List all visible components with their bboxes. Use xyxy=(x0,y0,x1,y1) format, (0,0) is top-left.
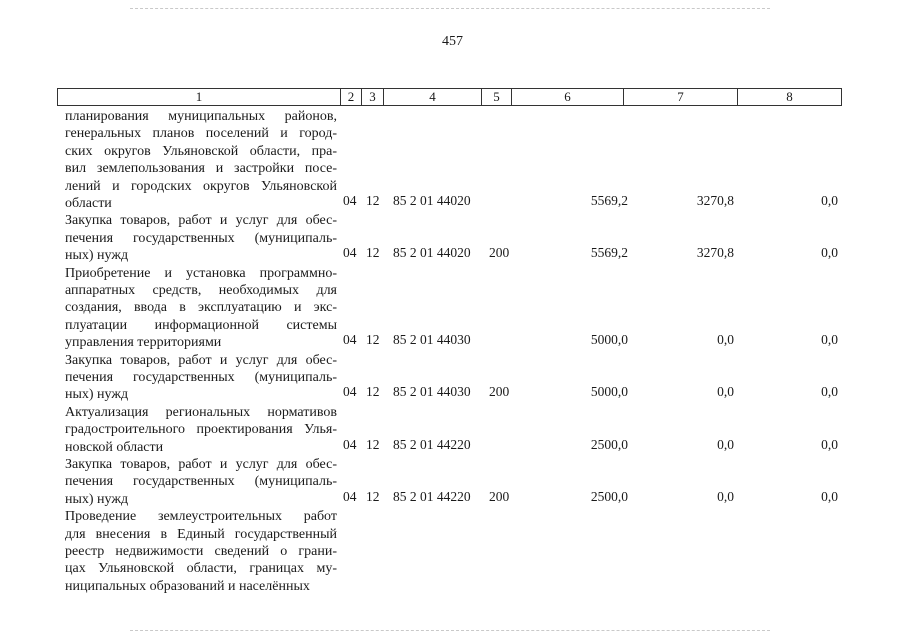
cell-c7: 0,0 xyxy=(717,488,734,504)
description-line: ных) нужд xyxy=(65,248,129,264)
description-line: ниципальных образований и населённых xyxy=(65,578,310,594)
cell-c6: 5000,0 xyxy=(590,384,628,400)
row-description xyxy=(65,404,337,456)
cell-c6: 5569,2 xyxy=(590,193,628,208)
cell-c8: 0,0 xyxy=(821,488,838,504)
cell-c8: 0,0 xyxy=(821,436,838,452)
cell-c3: 12 xyxy=(366,332,380,348)
description-line: ных) нужд xyxy=(65,387,129,403)
cell-c8: 0,0 xyxy=(821,384,838,400)
header-col-8: 8 xyxy=(786,89,793,104)
header-col-6: 6 xyxy=(512,89,624,105)
header-col-2: 2 xyxy=(341,89,362,105)
cell-c4: 85 2 01 44030 xyxy=(393,332,471,348)
cell-c8: 0,0 xyxy=(821,193,838,208)
description-line: печения государственных (муниципаль- xyxy=(65,370,337,385)
cell-c6: 2500,0 xyxy=(590,436,628,452)
scan-artifact-top xyxy=(130,8,770,10)
header-col-3: 3 xyxy=(362,89,384,105)
description-line: ских округов Ульяновской области, пра- xyxy=(65,143,337,159)
row-description xyxy=(65,265,337,352)
header-col-5: 5 xyxy=(482,89,512,105)
description-line: плуатации информационной системы xyxy=(65,317,337,333)
row-description xyxy=(65,508,337,595)
cell-c3: 12 xyxy=(366,436,380,452)
cell-c8: 0,0 xyxy=(821,245,838,261)
cell-c2: 04 xyxy=(343,384,357,400)
row-description xyxy=(65,212,337,264)
row-description xyxy=(65,456,337,508)
cell-c2: 04 xyxy=(343,488,357,504)
cell-c5: 200 xyxy=(489,384,510,400)
description-line: печения государственных (муниципаль- xyxy=(65,230,337,246)
cell-c2: 04 xyxy=(343,193,357,208)
description-line: планирования муниципальных районов, xyxy=(65,109,337,124)
cell-c2: 04 xyxy=(343,245,357,261)
description-line: области xyxy=(65,196,112,212)
description-line: реестр недвижимости сведений о грани- xyxy=(65,544,337,559)
cell-c4: 85 2 01 44220 xyxy=(393,488,471,504)
cell-c2: 04 xyxy=(343,436,357,452)
cell-c4: 85 2 01 44020 xyxy=(393,245,471,261)
cell-c7: 0,0 xyxy=(717,332,734,348)
header-col-1: 1 xyxy=(58,89,341,105)
description-line: печения государственных (муниципаль- xyxy=(65,474,337,490)
cell-c7: 0,0 xyxy=(717,384,734,400)
description-line: создания, ввода в эксплуатацию и экс- xyxy=(65,300,337,316)
description-line: генеральных планов поселений и город- xyxy=(65,126,337,142)
cell-c3: 12 xyxy=(366,193,380,208)
cell-c4: 85 2 01 44220 xyxy=(393,436,471,452)
cell-c7: 0,0 xyxy=(717,436,734,452)
cell-c3: 12 xyxy=(366,488,380,504)
header-col-4: 4 xyxy=(384,89,482,105)
description-line: Закупка товаров, работ и услуг для обес- xyxy=(65,352,337,368)
cell-c3: 12 xyxy=(366,384,380,400)
description-line: ных) нужд xyxy=(65,491,129,507)
table-body xyxy=(0,108,905,608)
cell-c4: 85 2 01 44030 xyxy=(393,384,471,400)
description-line: Приобретение и установка программно- xyxy=(65,265,337,281)
description-line: вил землепользования и застройки посе- xyxy=(65,161,337,177)
cell-c2: 04 xyxy=(343,332,357,348)
cell-c5: 200 xyxy=(489,245,510,261)
cell-c7: 3270,8 xyxy=(696,193,734,208)
table-header-row xyxy=(57,88,842,106)
description-line: лений и городских округов Ульяновской xyxy=(65,178,337,194)
description-line: для внесения в Единый государственный xyxy=(65,526,337,542)
cell-c3: 12 xyxy=(366,245,380,261)
scan-artifact-bottom xyxy=(130,630,770,632)
description-line: Закупка товаров, работ и услуг для обес- xyxy=(65,213,337,229)
row-description xyxy=(65,352,337,404)
cell-c7: 3270,8 xyxy=(696,245,734,261)
description-line: цах Ульяновской области, границах му- xyxy=(65,561,337,577)
cell-c6: 5000,0 xyxy=(590,332,628,348)
header-col-7: 7 xyxy=(624,89,738,105)
cell-c6: 2500,0 xyxy=(590,488,628,504)
description-line: аппаратных средств, необходимых для xyxy=(65,283,337,298)
description-line: градостроительного проектирования Улья- xyxy=(65,422,337,438)
description-line: Актуализация региональных нормативов xyxy=(65,404,337,420)
description-line: Проведение землеустроительных работ xyxy=(65,509,337,525)
description-line: Закупка товаров, работ и услуг для обес- xyxy=(65,457,337,472)
cell-c5: 200 xyxy=(489,488,510,504)
description-line: управления территориями xyxy=(65,335,222,351)
cell-c4: 85 2 01 44020 xyxy=(393,193,471,208)
cell-c8: 0,0 xyxy=(821,332,838,348)
description-line: новской области xyxy=(65,439,164,455)
page-number: 457 xyxy=(442,34,463,49)
cell-c6: 5569,2 xyxy=(590,245,628,261)
row-description xyxy=(65,108,337,212)
